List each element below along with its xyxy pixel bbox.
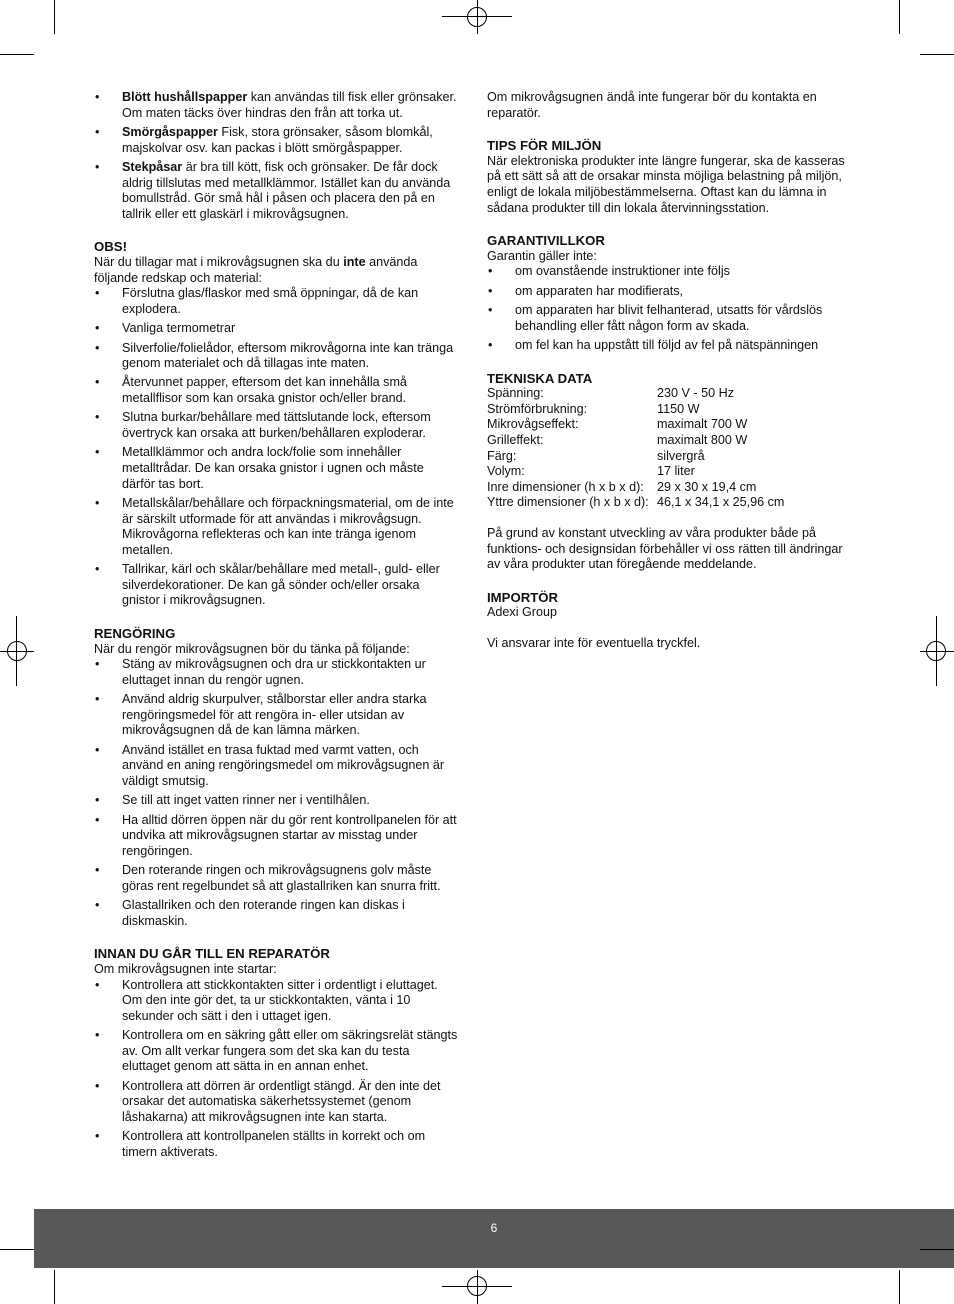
tech-note: På grund av konstant utveckling av våra produkter både på funktions- och designsidan förbehåller vi oss rätten till ändringar av våra produkter utan föregående meddelande. — [487, 526, 843, 572]
importer-heading: IMPORTÖR — [487, 589, 559, 605]
list-item — [94, 90, 470, 121]
spec-value: 1150 W — [657, 401, 700, 416]
list-item: • Använd aldrig skurpulver, stålborstar eller andra starka rengöringsmedel för att rengöra in- eller utsidan av mikrovågsugnen då de kan lämna märken. — [94, 692, 470, 739]
spec-value: 17 liter — [657, 464, 695, 479]
list-item: • Silverfolie/folielådor, eftersom mikrovågorna inte kan tränga genom materialet och då tillagas inte maten. — [94, 341, 470, 372]
spec-row — [487, 464, 857, 480]
tech-heading: TEKNISKA DATA — [487, 370, 593, 386]
crop-mark — [0, 54, 34, 55]
obs-intro-emphasis: inte — [343, 254, 366, 269]
list-item: • Kontrollera att dörren är ordentligt stängd. Är den inte det orsakar det automatiska säkerhetssystemet (genom låshakarna) att mikrovågsugnen inte kan starta. — [94, 1079, 470, 1126]
spec-key: Strömförbrukning: — [487, 401, 588, 416]
spec-key: Grilleffekt: — [487, 433, 544, 448]
crop-mark — [920, 1249, 954, 1250]
list-item: • Se till att inget vatten rinner ner i ventilhålen. — [94, 793, 470, 809]
spec-key: Spänning: — [487, 386, 544, 401]
obs-intro-text-end: använda följande redskap och material: — [94, 254, 418, 285]
importer-name: Adexi Group — [487, 605, 558, 620]
cleaning-list — [94, 657, 470, 929]
obs-list — [94, 286, 470, 609]
registration-line — [920, 651, 954, 652]
spec-value: 230 V - 50 Hz — [657, 386, 735, 401]
item-term: Blött hushållspapper — [122, 90, 248, 104]
tech-spec-table — [487, 386, 857, 511]
item-term: Stekpåsar — [122, 159, 183, 174]
warranty-heading: GARANTIVILLKOR — [487, 233, 605, 249]
page-number: 6 — [490, 1221, 498, 1235]
list-item: • Slutna burkar/behållare med tättslutande lock, eftersom övertryck kan orsaka att burken/behållaren exploderar. — [94, 410, 470, 441]
intro-bullet-list — [94, 90, 470, 222]
crop-mark — [54, 1270, 55, 1304]
registration-line — [0, 651, 34, 652]
crop-mark — [54, 0, 55, 34]
spec-row — [487, 480, 857, 496]
crop-mark — [899, 0, 900, 34]
spec-row — [487, 449, 857, 465]
crop-mark — [899, 1270, 900, 1304]
list-item: • Metallskålar/behållare och förpackningsmaterial, om de inte är särskilt utformade för att användas i mikrovågsugn. Mikrovågorna reflekteras och kan inte tränga igenom metallen. — [94, 496, 470, 558]
obs-intro — [94, 255, 470, 286]
list-item: • om fel kan ha uppstått till följd av fel på nätspänningen — [487, 338, 857, 354]
item-text: Fisk, stora grönsaker, såsom blomkål, majskolvar osv. kan packas i blött smörgåspapper. — [122, 124, 433, 155]
registration-line — [477, 1270, 478, 1304]
repair-continued: Om mikrovågsugnen ändå inte fungerar bör du kontakta en reparatör. — [487, 90, 817, 120]
footer-bar — [34, 1209, 954, 1268]
list-item: • Återvunnet papper, eftersom det kan innehålla små metallflisor som kan orsaka gnistor och/eller brand. — [94, 375, 470, 406]
warranty-list — [487, 264, 857, 353]
list-item: • Metallklämmor och andra lock/folie som innehåller metalltrådar. De kan orsaka gnistor i ugnen och måste därför tas bort. — [94, 445, 470, 492]
list-item: • Kontrollera att stickkontakten sitter i ordentligt i eluttaget. Om den inte gör det, ta ur stickkontakten, vänta i 10 sekunder och sätt i den i uttaget igen. — [94, 978, 470, 1025]
list-item — [94, 125, 470, 156]
spec-key: Färg: — [487, 448, 517, 463]
warranty-intro: Garantin gäller inte: — [487, 248, 597, 263]
spec-row — [487, 495, 857, 511]
crop-mark — [920, 54, 954, 55]
spec-value: silvergrå — [657, 448, 705, 463]
disclaimer-text: Vi ansvarar inte för eventuella tryckfel. — [487, 636, 701, 651]
list-item: • om apparaten har blivit felhanterad, utsatts för vårdslös behandling eller fått någon form av skada. — [487, 303, 857, 334]
list-item: • Förslutna glas/flaskor med små öppningar, då de kan explodera. — [94, 286, 470, 317]
list-item: • Ha alltid dörren öppen när du gör rent kontrollpanelen för att undvika att mikrovågsugnen startar av misstag under rengöringen. — [94, 813, 470, 860]
right-column — [487, 90, 857, 652]
spec-value: maximalt 800 W — [657, 433, 748, 448]
obs-intro-text: När du tillagar mat i mikrovågsugnen ska du — [94, 254, 344, 269]
spec-key: Volym: — [487, 464, 525, 479]
list-item: • Tallrikar, kärl och skålar/behållare med metall-, guld- eller silverdekorationer. De kan gå sönder och/eller orsaka gnistor i mikrovågsugnen. — [94, 562, 470, 609]
cleaning-intro: När du rengör mikrovågsugnen bör du tänka på följande: — [94, 641, 410, 656]
spec-value: maximalt 700 W — [657, 417, 748, 432]
list-item: • Den roterande ringen och mikrovågsugnens golv måste göras rent regelbundet så att glastallriken kan snurra fritt. — [94, 863, 470, 894]
environment-text: När elektroniska produkter inte längre fungerar, ska de kasseras på ett sätt så att de orsakar minsta möjliga belastning på miljön, enligt de lokala miljöbestämmelserna. Oftast kan du lämna in sådana produkter till din lokala återvinningsstation. — [487, 153, 845, 215]
list-item: • Vanliga termometrar — [94, 321, 470, 337]
left-column — [94, 90, 470, 1164]
list-item — [94, 160, 470, 222]
list-item: • Använd istället en trasa fuktad med varmt vatten, och använd en aning rengöringsmedel om mikrovågsugnen är väldigt smutsig. — [94, 743, 470, 790]
repair-intro: Om mikrovågsugnen inte startar: — [94, 962, 277, 977]
spec-row — [487, 417, 857, 433]
spec-value: 46,1 x 34,1 x 25,96 cm — [657, 495, 785, 510]
repair-list — [94, 978, 470, 1161]
spec-key: Inre dimensioner (h x b x d): — [487, 479, 644, 494]
spec-key: Yttre dimensioner (h x b x d): — [487, 495, 649, 510]
list-item: • om apparaten har modifierats, — [487, 284, 857, 300]
registration-line — [442, 1286, 512, 1287]
environment-heading: TIPS FÖR MILJÖN — [487, 138, 602, 154]
registration-line — [442, 16, 512, 17]
spec-key: Mikrovågseffekt: — [487, 417, 579, 432]
list-item: • om ovanstående instruktioner inte följs — [487, 264, 857, 280]
list-item: • Kontrollera att kontrollpanelen ställts in korrekt och om timern aktiverats. — [94, 1129, 470, 1160]
list-item: • Glastallriken och den roterande ringen kan diskas i diskmaskin. — [94, 898, 470, 929]
spec-row — [487, 386, 857, 402]
obs-heading: OBS! — [94, 239, 127, 255]
spec-value: 29 x 30 x 19,4 cm — [657, 479, 757, 494]
spec-row — [487, 402, 857, 418]
list-item: • Stäng av mikrovågsugnen och dra ur stickkontakten ur eluttaget innan du rengör ugnen. — [94, 657, 470, 688]
item-text: är bra till kött, fisk och grönsaker. De får dock aldrig tillslutas med metallklämmor. Istället kan du använda bomullstråd. Gör små hål i påsen och placera den på en tallrik eller ett glaskärl i mikrovågsugnen. — [122, 159, 451, 221]
crop-mark — [0, 1249, 34, 1250]
item-term: Smörgåspapper — [122, 124, 218, 139]
cleaning-heading: RENGÖRING — [94, 625, 176, 641]
repair-heading: INNAN DU GÅR TILL EN REPARATÖR — [94, 946, 330, 962]
spec-row — [487, 433, 857, 449]
list-item: • Kontrollera om en säkring gått eller om säkringsrelät stängts av. Om allt verkar fungera som det ska kan du testa eluttaget genom att sätta in en annan enhet. — [94, 1028, 470, 1075]
registration-line — [477, 0, 478, 34]
item-text: kan användas till fisk eller grönsaker. Om maten täcks över hindras den från att torka ut. — [122, 90, 457, 120]
